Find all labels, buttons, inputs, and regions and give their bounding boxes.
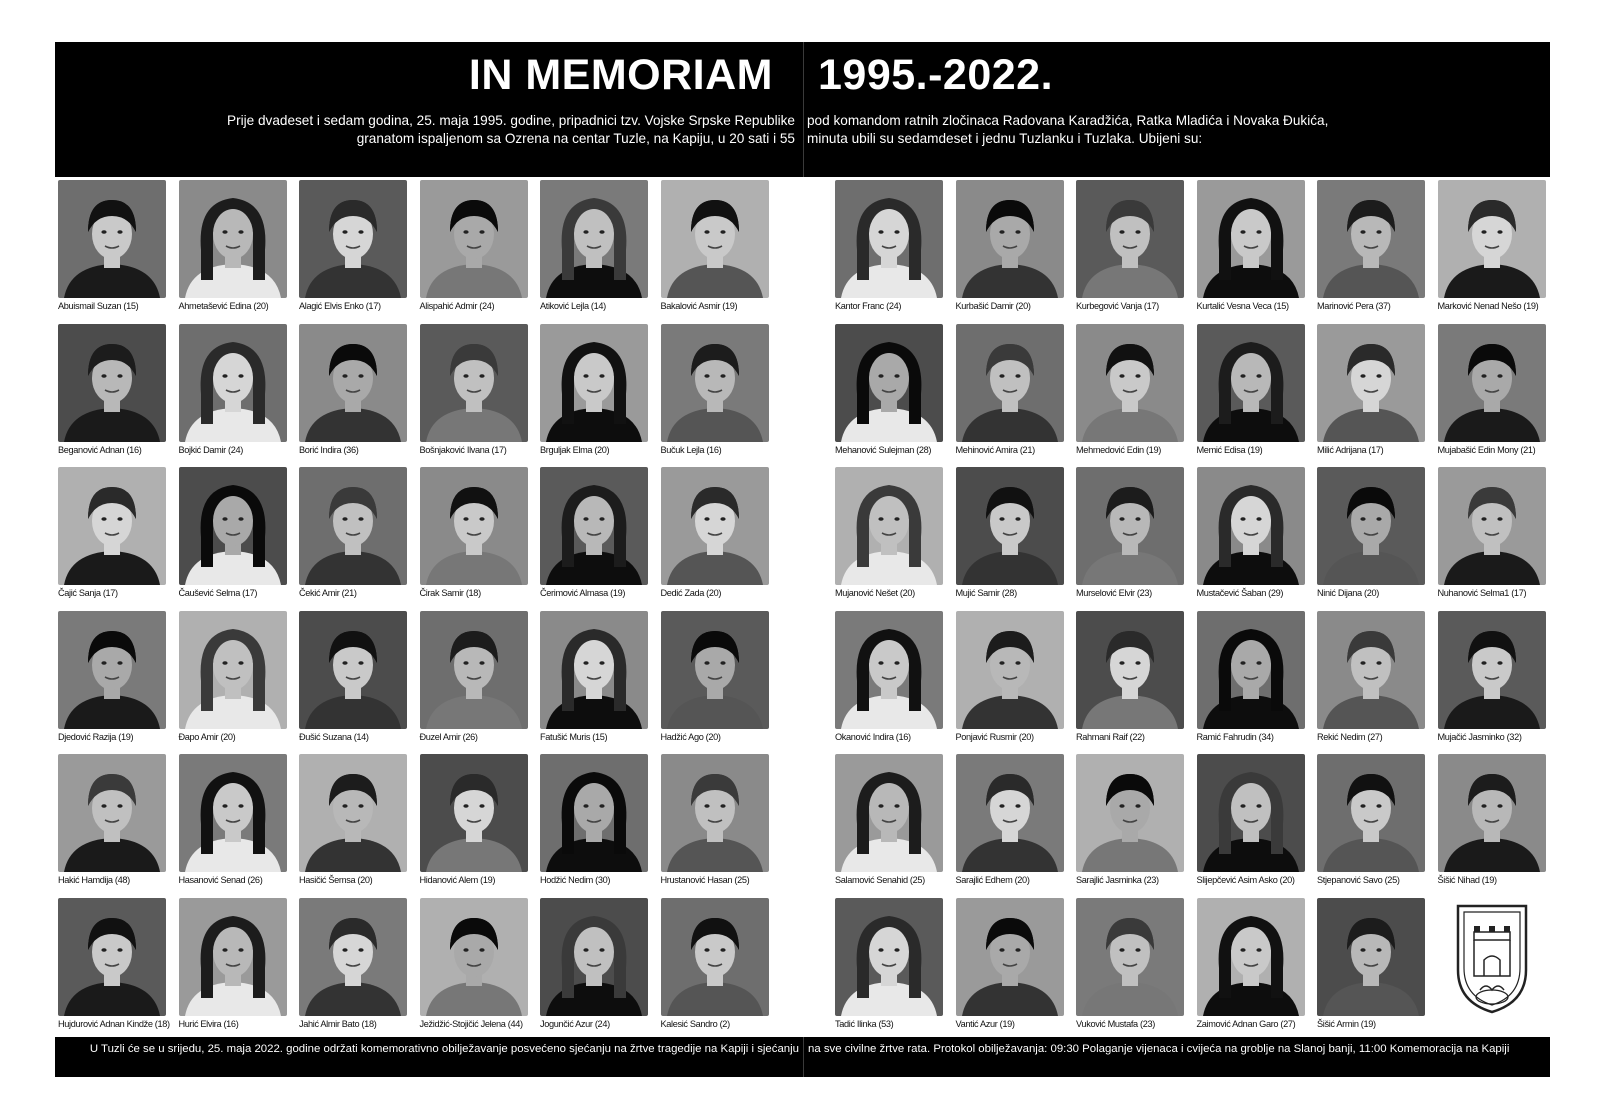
victim-portrait: [299, 611, 407, 729]
victim-name-label: Hidanović Alem (19): [419, 875, 496, 885]
victim-portrait: [835, 611, 943, 729]
victim-name-label: Djedović Razija (19): [58, 731, 134, 742]
victim-name-label: Kurbegović Vanja (17): [1076, 301, 1159, 311]
victim-name-label: Ahmetašević Edina (20): [178, 301, 269, 311]
victim-portrait: [299, 898, 407, 1016]
victim-portrait: [58, 180, 166, 298]
victim-card: [661, 754, 782, 898]
victim-portrait: [1317, 324, 1425, 442]
victim-card: [179, 898, 300, 1042]
victim-card: [1076, 467, 1197, 611]
victim-name-label: Rekić Nedim (27): [1317, 731, 1383, 742]
victim-name-label: Jahić Almir Bato (18): [299, 1018, 377, 1029]
victim-name-label: Kantor Franc (24): [835, 301, 902, 311]
victim-card: [956, 754, 1077, 898]
victim-card: [1197, 898, 1318, 1042]
victim-name-label: Fatušić Muris (15): [540, 731, 608, 742]
victim-portrait: [661, 754, 769, 872]
victim-name-label: Hrustanović Hasan (25): [660, 875, 750, 885]
victim-card: [58, 754, 179, 898]
victim-card: [299, 611, 420, 755]
victim-name-label: Mujić Samir (28): [955, 588, 1017, 598]
victim-name-label: Brguljak Elma (20): [540, 444, 610, 455]
victim-portrait: [1317, 754, 1425, 872]
victim-card: [956, 324, 1077, 468]
victim-card: [1317, 898, 1438, 1042]
victim-card: [540, 324, 661, 468]
victim-card: [1076, 754, 1197, 898]
victim-card: [58, 324, 179, 468]
victim-portrait: [58, 467, 166, 585]
victim-card: [179, 754, 300, 898]
tuzla-logo-icon: [1438, 898, 1546, 1016]
victim-card: [179, 611, 300, 755]
victim-name-label: Kurtalić Vesna Veca (15): [1196, 301, 1289, 311]
victim-name-label: Sarajlić Jasminka (23): [1076, 875, 1159, 885]
victim-portrait: [420, 180, 528, 298]
victim-card: [1197, 467, 1318, 611]
victim-portrait: [1317, 180, 1425, 298]
victim-portrait: [540, 611, 648, 729]
victim-name-label: Bošnjaković Ilvana (17): [419, 444, 507, 455]
victim-card: [956, 467, 1077, 611]
victim-portrait: [1197, 467, 1305, 585]
victim-portrait: [661, 467, 769, 585]
victim-portrait: [179, 467, 287, 585]
victim-portrait: [540, 754, 648, 872]
victim-name-label: Mujačić Jasminko (32): [1437, 731, 1522, 742]
victim-card: [179, 467, 300, 611]
victim-name-label: Milić Adrijana (17): [1317, 444, 1384, 455]
intro-left-line-1: Prije dvadeset i sedam godina, 25. maja 1995. godine, pripadnici tzv. Vojske Srpske Republike: [227, 113, 795, 128]
victim-portrait: [299, 754, 407, 872]
victim-portrait: [1438, 611, 1546, 729]
victim-portrait: [179, 324, 287, 442]
victim-name-label: Ramić Fahrudin (34): [1196, 731, 1274, 742]
victim-portrait: [835, 467, 943, 585]
victim-portrait: [1438, 180, 1546, 298]
victim-portrait: [835, 324, 943, 442]
victim-portrait: [661, 611, 769, 729]
victim-portrait: [1076, 754, 1184, 872]
victim-card: [835, 898, 956, 1042]
victim-name-label: Vuković Mustafa (23): [1076, 1018, 1155, 1029]
memorial-poster: [55, 42, 1550, 1077]
victim-portrait: [58, 324, 166, 442]
victim-portrait: [835, 898, 943, 1016]
victim-card: [299, 467, 420, 611]
victim-name-label: Kalesić Sandro (2): [660, 1018, 730, 1029]
intro-right-line-1: pod komandom ratnih zločinaca Radovana Karadžića, Ratka Mladića i Novaka Đukića,: [807, 113, 1329, 128]
victim-card: [58, 611, 179, 755]
victim-portrait: [299, 180, 407, 298]
victim-portrait: [1076, 180, 1184, 298]
victim-name-label: Mehmedović Edin (19): [1076, 444, 1161, 455]
victim-card: [420, 754, 541, 898]
victim-card: [835, 467, 956, 611]
victim-name-label: Hujdurović Adnan Kindže (18): [58, 1018, 170, 1029]
victim-portrait: [420, 611, 528, 729]
victim-card: [661, 467, 782, 611]
victim-card: [420, 898, 541, 1042]
victim-name-label: Ponjavić Rusmir (20): [955, 731, 1034, 742]
victim-name-label: Beganović Adnan (16): [58, 444, 142, 455]
victim-card: [1317, 324, 1438, 468]
victim-card: [956, 180, 1077, 324]
victim-portrait: [1317, 611, 1425, 729]
victim-portrait: [1438, 754, 1546, 872]
victim-name-label: Murselović Elvir (23): [1076, 588, 1152, 598]
victim-portrait: [420, 324, 528, 442]
victim-portrait: [58, 754, 166, 872]
victim-name-label: Ninić Dijana (20): [1317, 588, 1379, 598]
victim-portrait: [540, 324, 648, 442]
victim-portrait: [956, 754, 1064, 872]
victim-card: [1438, 324, 1559, 468]
victim-portrait: [299, 467, 407, 585]
victim-name-label: Zaimović Adnan Garo (27): [1196, 1018, 1296, 1029]
victim-portrait: [661, 324, 769, 442]
victim-card: [299, 754, 420, 898]
victim-card: [540, 611, 661, 755]
title-years: 1995.-2022.: [818, 51, 1054, 99]
victim-card: [661, 611, 782, 755]
victim-name-label: Dedić Zada (20): [660, 588, 722, 598]
victim-card: [1197, 180, 1318, 324]
victim-portrait: [1438, 467, 1546, 585]
victim-name-label: Marković Nenad Nešo (19): [1437, 301, 1539, 311]
victim-portrait: [835, 754, 943, 872]
victim-name-label: Marinović Pera (37): [1317, 301, 1391, 311]
victim-name-label: Mujanović Nešet (20): [835, 588, 915, 598]
victim-name-label: Đuzel Amir (26): [419, 731, 478, 742]
victim-card: [540, 467, 661, 611]
victim-portrait: [179, 611, 287, 729]
victim-portrait: [1076, 898, 1184, 1016]
victim-card: [661, 180, 782, 324]
victim-name-label: Hadžić Ago (20): [660, 731, 721, 742]
victim-name-label: Ježidžić-Stojičić Jelena (44): [419, 1018, 523, 1029]
victim-name-label: Jogunčić Azur (24): [540, 1018, 610, 1029]
victim-card: [299, 180, 420, 324]
title-in-memoriam: IN MEMORIAM: [468, 51, 773, 99]
victim-card: [835, 611, 956, 755]
victim-portrait: [179, 898, 287, 1016]
photo-panel-right: [802, 177, 1550, 1037]
tuzla-coat-of-arms: [1438, 898, 1559, 1042]
victim-name-label: Šišić Armin (19): [1317, 1018, 1376, 1029]
victim-name-label: Đušić Suzana (14): [299, 731, 369, 742]
victim-portrait: [540, 467, 648, 585]
victim-name-label: Bakalović Asmir (19): [660, 301, 738, 311]
victim-name-label: Čirak Samir (18): [419, 588, 481, 598]
victim-card: [179, 324, 300, 468]
victim-portrait: [1197, 754, 1305, 872]
victim-name-label: Šišić Nihad (19): [1437, 875, 1497, 885]
victim-card: [956, 898, 1077, 1042]
victim-card: [299, 898, 420, 1042]
victim-card: [420, 324, 541, 468]
victim-card: [1197, 324, 1318, 468]
victim-portrait: [1317, 467, 1425, 585]
victim-name-label: Mehinović Amira (21): [955, 444, 1035, 455]
intro-left-line-2: granatom ispaljenom sa Ozrena na centar Tuzle, na Kapiju, u 20 sati i 55: [356, 131, 795, 146]
victim-card: [58, 898, 179, 1042]
victim-card: [661, 324, 782, 468]
victim-portrait: [956, 180, 1064, 298]
victim-card: [540, 898, 661, 1042]
victim-portrait: [1076, 611, 1184, 729]
victim-portrait: [1197, 180, 1305, 298]
victim-name-label: Mehanović Sulejman (28): [835, 444, 932, 455]
victim-portrait: [835, 180, 943, 298]
victim-card: [58, 180, 179, 324]
victim-card: [661, 898, 782, 1042]
victim-name-label: Đapo Amir (20): [178, 731, 236, 742]
victim-grid-right: [835, 180, 1558, 1041]
victim-name-label: Mustačević Šaban (29): [1196, 588, 1284, 598]
victim-card: [179, 180, 300, 324]
victim-card: [420, 467, 541, 611]
victim-name-label: Borić Indira (36): [299, 444, 359, 455]
victim-name-label: Kurbašić Damir (20): [955, 301, 1031, 311]
victim-card: [1197, 754, 1318, 898]
right-page: [803, 42, 1550, 1077]
victim-card: [1438, 754, 1559, 898]
victim-card: [540, 180, 661, 324]
victim-portrait: [956, 611, 1064, 729]
victim-portrait: [956, 467, 1064, 585]
victim-name-label: Čajić Sanja (17): [58, 588, 118, 598]
victim-portrait: [661, 180, 769, 298]
left-page: [55, 42, 803, 1077]
victim-card: [299, 324, 420, 468]
victim-card: [1438, 611, 1559, 755]
victim-name-label: Mujabašić Edin Mony (21): [1437, 444, 1536, 455]
victim-name-label: Slijepčević Asim Asko (20): [1196, 875, 1295, 885]
victim-name-label: Hurić Elvira (16): [178, 1018, 239, 1029]
victim-card: [835, 180, 956, 324]
victim-name-label: Tadić Ilinka (53): [835, 1018, 894, 1029]
victim-card: [1317, 180, 1438, 324]
victim-card: [1317, 467, 1438, 611]
victim-name-label: Hasanović Senad (26): [178, 875, 263, 885]
victim-portrait: [1197, 324, 1305, 442]
victim-card: [956, 611, 1077, 755]
victim-card: [1076, 180, 1197, 324]
victim-name-label: Nuhanović Selma1 (17): [1437, 588, 1527, 598]
intro-text-right: [807, 112, 1328, 148]
intro-right-line-2: minuta ubili su sedamdeset i jednu Tuzlanku i Tuzlaka. Ubijeni su:: [807, 131, 1203, 146]
victim-card: [835, 324, 956, 468]
victim-name-label: Hasičić Šemsa (20): [299, 875, 373, 885]
victim-name-label: Stjepanović Savo (25): [1317, 875, 1400, 885]
victim-portrait: [1438, 324, 1546, 442]
victim-portrait: [956, 324, 1064, 442]
victim-portrait: [661, 898, 769, 1016]
victim-name-label: Atiković Lejla (14): [540, 301, 606, 311]
victim-card: [540, 754, 661, 898]
victim-name-label: Salamović Senahid (25): [835, 875, 925, 885]
victim-name-label: Bojkić Damir (24): [178, 444, 243, 455]
victim-name-label: Bučuk Lejla (16): [660, 444, 722, 455]
victim-name-label: Vantić Azur (19): [955, 1018, 1015, 1029]
victim-name-label: Abuismail Suzan (15): [58, 301, 139, 311]
victim-portrait: [58, 898, 166, 1016]
victim-portrait: [299, 324, 407, 442]
victim-portrait: [1317, 898, 1425, 1016]
victim-name-label: Memić Edisa (19): [1196, 444, 1263, 455]
intro-text-left: [227, 112, 795, 148]
victim-portrait: [1197, 898, 1305, 1016]
victim-name-label: Okanović Indira (16): [835, 731, 911, 742]
victim-card: [1317, 754, 1438, 898]
victim-portrait: [956, 898, 1064, 1016]
victim-name-label: Hodžić Nedim (30): [540, 875, 611, 885]
victim-card: [1438, 467, 1559, 611]
victim-name-label: Rahmani Raif (22): [1076, 731, 1145, 742]
victim-card: [1076, 898, 1197, 1042]
footer-text-right: na sve civilne žrtve rata. Protokol obilježavanja: 09:30 Polaganje vijenaca i cvijeća na groblje na Slanoj banji, 11:00 Komemoracija na Kapiji: [808, 1043, 1510, 1055]
victim-name-label: Alagić Elvis Enko (17): [299, 301, 381, 311]
victim-card: [1197, 611, 1318, 755]
victim-portrait: [540, 898, 648, 1016]
victim-portrait: [420, 898, 528, 1016]
victim-portrait: [179, 180, 287, 298]
victim-card: [58, 467, 179, 611]
victim-portrait: [1076, 467, 1184, 585]
victim-card: [420, 611, 541, 755]
footer-text-left: U Tuzli će se u srijedu, 25. maja 2022. godine održati komemorativno obilježavanje posvećeno sjećanju na žrtve tragedije na Kapiji i sjećanju: [89, 1043, 799, 1055]
victim-card: [420, 180, 541, 324]
victim-portrait: [540, 180, 648, 298]
victim-name-label: Alispahić Admir (24): [419, 301, 495, 311]
victim-name-label: Čekić Amir (21): [299, 588, 357, 598]
victim-name-label: Čerimović Almasa (19): [540, 588, 626, 598]
victim-portrait: [420, 467, 528, 585]
victim-portrait: [420, 754, 528, 872]
victim-portrait: [58, 611, 166, 729]
victim-card: [1076, 611, 1197, 755]
victim-card: [835, 754, 956, 898]
victim-portrait: [179, 754, 287, 872]
victim-grid-left: [58, 180, 781, 1041]
victim-card: [1438, 180, 1559, 324]
victim-portrait: [1076, 324, 1184, 442]
victim-card: [1076, 324, 1197, 468]
victim-name-label: Hakić Hamdija (48): [58, 875, 130, 885]
victim-name-label: Čaušević Selma (17): [178, 588, 258, 598]
victim-name-label: Sarajlić Edhem (20): [955, 875, 1030, 885]
victim-card: [1317, 611, 1438, 755]
photo-panel-left: [55, 177, 803, 1037]
victim-portrait: [1197, 611, 1305, 729]
